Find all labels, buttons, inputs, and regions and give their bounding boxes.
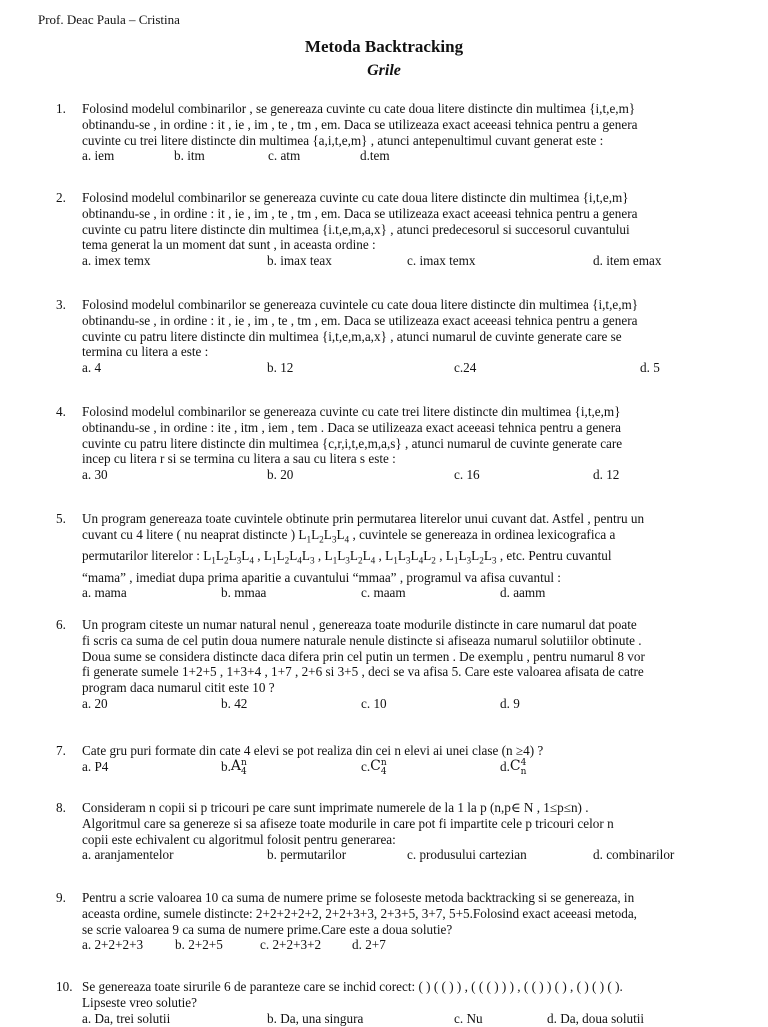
answer-option-d[interactable]: d. combinarilor: [593, 847, 675, 863]
question-text-line: Folosind modelul combinarilor se genereaza cuvintele cu cate doua litere distincte din multimea {i,t,e,m}: [82, 297, 639, 312]
question-text-line: Lipseste vreo solutie?: [82, 994, 197, 1010]
question-text-line: Consideram n copii si p tricouri pe care sunt imprimate numerele de la 1 la p (n,p∈ N , 1≤p≤n) .: [82, 800, 589, 815]
question-text-line: termina cu litera a este :: [82, 344, 209, 360]
answer-option-a[interactable]: a. iem: [82, 148, 115, 164]
question-number: 7.: [56, 743, 66, 758]
question-4: [56, 404, 748, 483]
question-text-line: obtinandu-se , in ordine : it , ie , im , te , tm , em. Daca se utilizeaza exact aceeasi tehnica pentru a genera: [82, 116, 638, 132]
answer-option-b[interactable]: b. mmaa: [221, 585, 267, 601]
answer-option-c[interactable]: c. 16: [454, 467, 480, 483]
answer-option-d[interactable]: d. 9: [500, 695, 520, 711]
answer-option-a[interactable]: a. P4: [82, 758, 109, 774]
question-number: 6.: [56, 617, 66, 632]
question-text-line: obtinandu-se , in ordine : ite , itm , iem , tem . Daca se utilizeaza exact aceeasi tehnica pentru a genera: [82, 419, 621, 435]
answer-options: [82, 696, 748, 712]
author-line: Prof. Deac Paula – Cristina: [38, 12, 180, 27]
answer-option-d[interactable]: d. 5: [640, 360, 660, 376]
answer-options: [82, 148, 748, 164]
answer-option-c[interactable]: c. 2+2+3+2: [260, 937, 322, 953]
answer-option-b[interactable]: b. imax teax: [267, 253, 332, 269]
question-text-line: program daca numarul citit este 10 ?: [82, 680, 275, 696]
question-text-line: Folosind modelul combinarilor se genereaza cuvinte cu cate trei litere distincte din multimea {i,t,e,m}: [82, 404, 621, 419]
question-text-line: Pentru a scrie valoarea 10 ca suma de numere prime se foloseste metoda backtracking si se genereaza, in: [82, 890, 635, 905]
answer-option-b[interactable]: b. 12: [267, 360, 294, 376]
question-5: [56, 511, 748, 601]
answer-option-a[interactable]: a. 2+2+2+3: [82, 937, 144, 953]
answer-option-b[interactable]: b. 20: [267, 467, 294, 483]
question-text-line: incep cu litera r si se termina cu litera a sau cu litera s este :: [82, 451, 396, 467]
question-number: 1.: [56, 101, 66, 116]
answer-option-b[interactable]: b. A n 4: [221, 757, 247, 777]
answer-option-b[interactable]: b. 2+2+5: [175, 937, 223, 953]
question-text-line: permutarilor literelor : $L_1L_2L_3L_4$ , $L_1L_2L_4L_3$ , $L_1L_3L_2L_4$ , $L_1L_3L_4L_2$ , $L_1L_3L_2L_3$ , etc. Pentru cuvantul: [82, 548, 612, 566]
answer-options: [82, 467, 748, 483]
answer-option-a[interactable]: a. 20: [82, 695, 108, 711]
document-subtitle: Grile: [367, 62, 401, 79]
answer-options: [82, 937, 748, 953]
answer-option-b[interactable]: b. itm: [174, 148, 205, 164]
answer-options: [82, 253, 748, 269]
question-6: [56, 617, 748, 712]
question-number: 5.: [56, 511, 66, 526]
answer-option-d[interactable]: d. aamm: [500, 585, 546, 601]
question-number: 3.: [56, 297, 66, 312]
answer-option-b[interactable]: b. Da, una singura: [267, 1010, 364, 1026]
question-10: [56, 979, 748, 1027]
question-text-line: cuvinte cu patru litere distincte din multimea {c,r,i,t,e,m,a,s} , atunci numarul de cuvinte generate care: [82, 435, 623, 451]
question-text-line: obtinandu-se , in ordine : it , ie , im , te , tm , em. Daca se utilizeaza exact aceeasi tehnica pentru a genera: [82, 312, 638, 328]
question-text-line: cuvinte cu patru litere distincte din multimea {i,t,e,m,a,x} , atunci numarul de cuvinte generate care se: [82, 328, 622, 344]
answer-option-d[interactable]: d.tem: [360, 148, 390, 164]
question-number: 4.: [56, 404, 66, 419]
answer-option-a[interactable]: a. aranjamentelor: [82, 847, 174, 863]
question-text-line: Cate gru puri formate din cate 4 elevi se pot realiza din cei n elevi ai unei clase (n ≥4) ?: [82, 743, 544, 758]
question-text-line: copii este echivalent cu algoritmul folosit pentru generarea:: [82, 831, 396, 847]
question-number: 2.: [56, 190, 66, 205]
question-text-line: obtinandu-se , in ordine : it , ie , im , te , tm , em. Daca se utilizeaza exact aceeasi tehnica pentru a genera: [82, 205, 638, 221]
question-3: [56, 297, 748, 376]
question-text-line: tema generat la un moment dat sunt , in aceasta ordine :: [82, 237, 376, 253]
question-number: 9.: [56, 890, 66, 905]
document-title: Metoda Backtracking: [304, 37, 464, 56]
answer-option-c[interactable]: c. imax temx: [407, 253, 476, 269]
answer-option-c[interactable]: c. C n 4: [361, 757, 387, 777]
question-text-line: Doua sume se considera distincte daca difera prin cel putin un termen . De exemplu , pentru numarul 8 vor: [82, 648, 645, 664]
question-text-line: fi scris ca suma de cel putin doua numere naturale nenule distincte si afiseaza numarul solutiilor obtinute .: [82, 632, 642, 648]
answer-options: [82, 847, 748, 863]
answer-option-a[interactable]: a. Da, trei solutii: [82, 1010, 171, 1026]
question-text-line: Algoritmul care sa genereze si sa afiseze toate modurile in care pot fi impartite cele p tricouri celor n: [82, 815, 614, 831]
question-text-line: se scrie valoarea 9 ca suma de numere prime.Care este a doua solutie?: [82, 921, 453, 937]
answer-options: [82, 1011, 748, 1027]
question-7: [56, 743, 748, 775]
answer-option-a[interactable]: a. 30: [82, 467, 108, 483]
answer-option-c[interactable]: c. Nu: [454, 1010, 483, 1026]
question-text-line: Un program citeste un numar natural nenul , genereaza toate modurile distincte in care numarul dat poate: [82, 617, 637, 632]
question-text-line: Folosind modelul combinarilor , se genereaza cuvinte cu cate doua litere distincte din multimea {i,t,e,m}: [82, 101, 636, 116]
question-8: [56, 800, 748, 863]
question-text-line: aceasta ordine, sumele distincte: 2+2+2+2+2, 2+2+3+3, 2+3+5, 3+7, 5+5.Folosind exact aceeasi metoda,: [82, 905, 637, 921]
question-text-line: Folosind modelul combinarilor se genereaza cuvinte cu cate doua litere distincte din multimea {i,t,e,m}: [82, 190, 629, 205]
question-text-line: cuvant cu 4 litere ( nu neaprat distincte ) $L_1L_2L_3L_4$ , cuvintele se genereaza in ordinea lexicografica a: [82, 526, 616, 545]
answer-option-c[interactable]: c. 10: [361, 695, 387, 711]
answer-option-b[interactable]: b. permutarilor: [267, 847, 347, 863]
answer-option-a[interactable]: a. 4: [82, 360, 102, 376]
answer-options: [82, 585, 748, 601]
answer-option-a[interactable]: a. mama: [82, 585, 127, 601]
question-text-line: cuvinte cu trei litere distincte din multimea {a,i,t,e,m} , atunci antepenultimul cuvant generat este :: [82, 132, 604, 148]
question-9: [56, 890, 748, 953]
question-number: 10.: [56, 979, 73, 994]
question-text-line: “mama” , imediat dupa prima aparitie a cuvantului “mmaa” , programul va afisa cuvantul :: [82, 569, 561, 585]
answer-option-d[interactable]: d. 2+7: [352, 937, 386, 953]
question-2: [56, 190, 748, 269]
question-text-line: cuvinte cu patru litere distincte din multimea {i.t,e,m,a,x} , atunci predecesorul si succesorul cuvantului: [82, 221, 630, 237]
answer-options: [82, 360, 748, 376]
question-text-line: fi generate sumele 1+2+5 , 1+3+4 , 1+7 , 2+6 si 3+5 , deci se va afisa 5. Care este valoarea afisata de catre: [82, 664, 644, 680]
answer-option-c[interactable]: c. produsului cartezian: [407, 847, 527, 863]
answer-option-d[interactable]: d. item emax: [593, 253, 662, 269]
question-text-line: Un program genereaza toate cuvintele obtinute prin permutarea literelor unui cuvant dat. Astfel , pentru un: [82, 511, 645, 526]
answer-option-d[interactable]: d. 12: [593, 467, 620, 483]
answer-option-d[interactable]: d. C 4 n: [500, 757, 527, 777]
question-text-line: Se genereaza toate sirurile 6 de paranteze care se inchid corect: ( ) ( ( ) ) , ( ( ( ) ) ) , ( ( ) ) ( ) , ( ) ( ) ( ).: [82, 979, 623, 994]
answer-options: [82, 759, 748, 775]
question-1: [56, 101, 748, 164]
answer-option-d[interactable]: d. Da, doua solutii: [547, 1010, 645, 1026]
answer-option-b[interactable]: b. 42: [221, 695, 248, 711]
answer-option-c[interactable]: c.24: [454, 360, 477, 376]
question-number: 8.: [56, 800, 66, 815]
answer-option-a[interactable]: a. imex temx: [82, 253, 151, 269]
answer-option-c[interactable]: c. maam: [361, 585, 406, 601]
answer-option-c[interactable]: c. atm: [268, 148, 301, 164]
